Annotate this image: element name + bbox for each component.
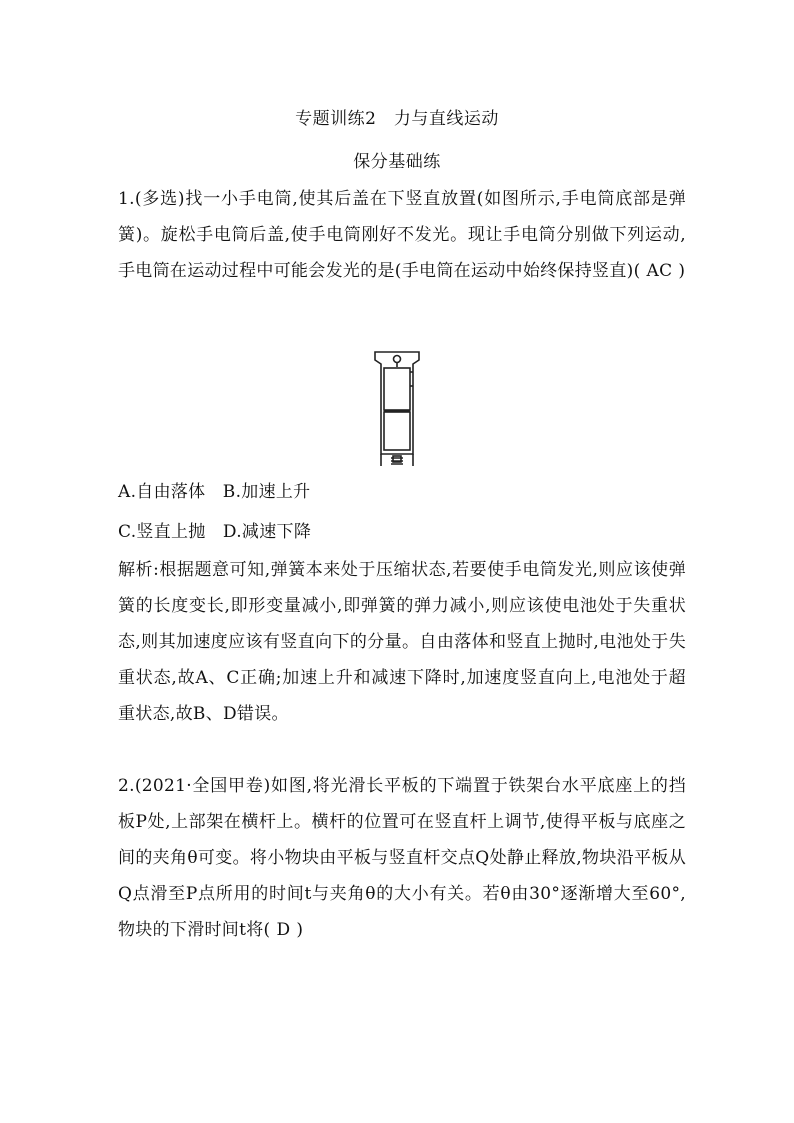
section-title: 保分基础练 (353, 152, 441, 172)
question-1-options-cd: C.竖直上抛 D.减速下降 (118, 522, 312, 542)
question-2-text: 2.(2021·全国甲卷)如图,将光滑长平板的下端置于铁架台水平底座上的挡板P处,上部架在横杆上。横杆的位置可在竖直杆上调节,使得平板与底座之间的夹角θ可变。将小物块由平板与竖直杆交点Q处静止释放,物块沿平板从Q点滑至P点所用的时间t与夹角θ的大小有关。若θ由30°逐渐增大至60°,物块的下滑时间t将( (118, 776, 686, 940)
flashlight-figure (373, 350, 421, 468)
question-1-close: ) (678, 261, 686, 281)
page-title: 专题训练2 力与直线运动 (295, 109, 499, 129)
question-2-answer: D (276, 920, 291, 940)
question-1-text: 1.(多选)找一小手电筒,使其后盖在下竖直放置(如图所示,手电筒底部是弹簧)。旋松手电筒后盖,使手电筒刚好不发光。现让手电筒分别做下列运动,手电筒在运动过程中可能会发光的是(手电筒在运动中始终保持竖直)( (118, 189, 686, 281)
question-1-answer: AC (646, 261, 673, 281)
question-1 (118, 181, 686, 289)
question-1-explanation: 解析:根据题意可知,弹簧本来处于压缩状态,若要使手电筒发光,则应该使弹簧的长度变长,即形变量减小,即弹簧的弹力减小,则应该使电池处于失重状态,则其加速度应该有竖直向下的分量。自由落体和竖直上抛时,电池处于失重状态,故A、C正确;加速上升和减速下降时,加速度竖直向上,电池处于超重状态,故B、D错误。 (118, 560, 686, 724)
question-2 (118, 768, 686, 948)
question-2-close: ) (296, 920, 304, 940)
question-1-options-ab: A.自由落体 B.加速上升 (118, 482, 311, 502)
